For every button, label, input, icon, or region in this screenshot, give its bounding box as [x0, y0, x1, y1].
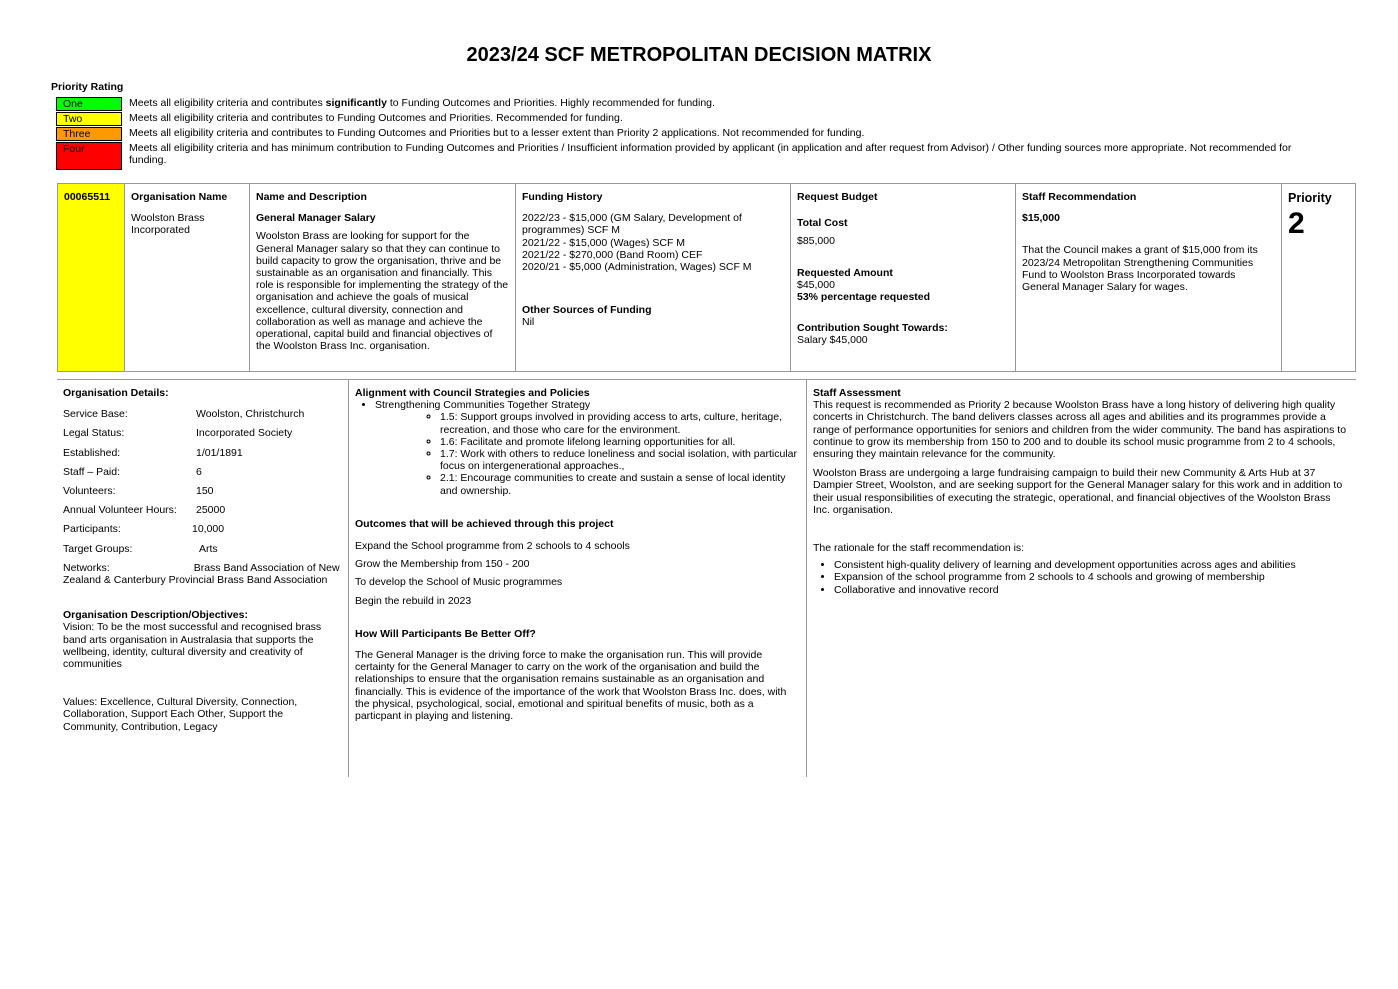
outcome-item: Grow the Membership from 150 - 200: [355, 558, 530, 571]
priority-header: Priority: [1288, 191, 1332, 205]
strategy-goal: ◦ 1.6: Facilitate and promote lifelong learning opportunities for all.: [440, 436, 801, 448]
name-description-header: Name and Description: [256, 191, 367, 203]
project-title: General Manager Salary: [256, 212, 376, 225]
detail-label: Legal Status:: [63, 427, 125, 440]
detail-value: 6: [196, 465, 202, 478]
detail-label: Participants:: [63, 523, 121, 536]
priority-description-text: Meets all eligibility criteria and contributes: [129, 97, 326, 109]
strategy-goals-list: [355, 411, 801, 496]
funding-history-item: 2021/22 - $15,000 (Wages) SCF M: [522, 236, 686, 249]
staff-assessment-section: [813, 387, 1349, 596]
staff-recommendation-amount: $15,000: [1022, 212, 1060, 225]
staff-recommendation-header: Staff Recommendation: [1022, 191, 1137, 203]
organisation-name: Woolston Brass Incorporated: [131, 212, 205, 237]
alignment-heading: Alignment with Council Strategies and Policies: [355, 387, 590, 399]
priority-description: Meets all eligibility criteria and contributes to Funding Outcomes and Priorities. Recommended for funding.: [129, 112, 623, 124]
priority-level-three: [56, 127, 1326, 142]
project-description: Woolston Brass are looking for support for the General Manager salary so that they can continue to build capacity to grow the organisation, thrive and be sustainable as an organisation and financially. This role is responsible for implementing the strategy of the organisation and achieve the goals of musical excellence, cultural diversity, connection and collaboration as well as manage and achieve the operational, capital build and financial objectives of the Woolston Brass Inc. organisation.: [256, 230, 509, 353]
organisation-name-cell: [125, 184, 250, 371]
assessment-paragraph: This request is recommended as Priority 2 because Woolston Brass have a long history of delivering high quality concerts in Christchurch. The band delivers classes across all ages and abilities and its programmes provide a range of performance opportunities for seniors and children from the wider community. The band has aspirations to continue to grow its membership from 150 to 200 and to double its school music programme from 2 to 4 schools, ensuring they maintain relevance for the community.: [813, 399, 1347, 461]
strategy-goal: ◦ 1.7: Work with others to reduce loneliness and social isolation, with particular focus on intergenerational approaches.,: [440, 448, 801, 472]
detail-value: Woolston, Christchurch: [196, 408, 305, 421]
column-divider: [348, 379, 349, 777]
priority-swatch: Four: [56, 142, 122, 170]
priority-description-text-end: to Funding Outcomes and Priorities. Highly recommended for funding.: [386, 97, 715, 109]
priority-level-two: [56, 112, 1326, 127]
detail-label: Target Groups:: [63, 542, 133, 555]
detail-label: Networks:: [63, 561, 110, 574]
networks-value: Brass Band Association of New Zealand & Canterbury Provincial Brass Band Association: [63, 561, 340, 587]
better-off-text: The General Manager is the driving force to make the organisation run. This will provide certainty for the General Manager to carry on the work of the organisation and build the relationships to ensure that the organisation remains sustainable as an organisation and financially. This is evidence of the importance of the work that Woolston Brass Inc. does, with the physical, psychological, social, emotional and spiritual benefits of music, both as a particpant in playing and listening.: [355, 649, 787, 723]
rationale-item: • Consistent high-quality delivery of learning and development opportunities across ages and abilities: [834, 559, 1349, 571]
total-cost: $85,000: [797, 235, 835, 248]
vision-text: Vision: To be the most successful and recognised brass band arts organisation in Australasia that supports the wellbeing, identity, cultural diversity and creativity of communities: [63, 621, 322, 671]
priority-swatch: One: [56, 97, 122, 111]
detail-row: [63, 427, 341, 439]
organisation-details-heading: Organisation Details:: [63, 387, 169, 399]
detail-value: 25000: [196, 504, 226, 517]
requested-amount: $45,000: [797, 278, 835, 291]
detail-row: [63, 523, 341, 535]
priority-description: Meets all eligibility criteria and has minimum contribution to Funding Outcomes and Priorities / Insufficient information provided by applicant (in application and after request from Advisor) / Other funding sources more appropriate. Not recommended for funding.: [129, 142, 1292, 167]
detail-row: [63, 543, 341, 555]
priority-level-one: [56, 97, 1326, 112]
staff-recommendation-cell: [1016, 184, 1282, 371]
application-id-cell: [58, 184, 125, 371]
funding-history-header: Funding History: [522, 191, 603, 203]
strategy-goal: ◦ 1.5: Support groups involved in providing access to arts, culture, heritage, recreation, and those who care for the environment.: [440, 411, 801, 435]
page-title: 2023/24 SCF METROPOLITAN DECISION MATRIX: [466, 44, 932, 66]
priority-rating-heading: Priority Rating: [51, 81, 124, 93]
decision-matrix-row: [57, 183, 1356, 372]
outcomes-heading: Outcomes that will be achieved through this project: [355, 517, 614, 530]
funding-history-cell: [516, 184, 791, 371]
assessment-paragraph: Woolston Brass are undergoing a large fundraising campaign to build their new Community & Arts Hub at 37 Dampier Street, Woolston, and are seeking support for the General Manager salary for this work and in addition to their usual responsibilities of executing the strategic, operational, and financial objectives of the Woolston Brass Inc. organisation.: [813, 467, 1343, 516]
rationale-item: • Expansion of the school programme from 2 schools to 4 schools and growing of membership: [834, 571, 1349, 583]
name-description-cell: [250, 184, 516, 371]
application-id: 00065511: [64, 191, 111, 203]
organisation-description-heading: Organisation Description/Objectives:: [63, 609, 248, 622]
other-sources: Nil: [522, 316, 535, 329]
other-sources-header: Other Sources of Funding: [522, 304, 652, 317]
column-divider: [806, 379, 807, 777]
strategy-goal: ◦ 2.1: Encourage communities to create and sustain a sense of local identity and ownership.: [440, 472, 801, 496]
priority-description-emphasis: significantly: [325, 97, 387, 109]
priority-swatch: Three: [56, 127, 122, 141]
total-cost-header: Total Cost: [797, 217, 848, 230]
detail-row: [63, 466, 341, 478]
strategy-name: Strengthening Communities Together Strategy: [375, 399, 591, 412]
contribution-sought: Salary $45,000: [797, 334, 868, 347]
section-divider: [57, 379, 1356, 380]
detail-row: [63, 447, 341, 459]
priority-rating-legend: [56, 97, 1326, 170]
detail-value: 1/01/1891: [196, 446, 243, 459]
percentage-requested: 53% percentage requested: [797, 291, 931, 304]
detail-value: Arts: [199, 542, 218, 555]
request-budget-header: Request Budget: [797, 191, 878, 203]
detail-value: Incorporated Society: [196, 427, 293, 440]
outcome-item: Expand the School programme from 2 schools to 4 schools: [355, 540, 630, 553]
detail-value: 150: [196, 485, 214, 498]
detail-label: Service Base:: [63, 408, 128, 421]
detail-row: [63, 408, 341, 420]
staff-assessment-heading: Staff Assessment: [813, 387, 901, 399]
funding-history-item: 2022/23 - $15,000 (GM Salary, Development of programmes) SCF M: [522, 212, 742, 237]
priority-swatch: Two: [56, 112, 122, 126]
priority-value: 2: [1288, 207, 1305, 240]
values-text: Values: Excellence, Cultural Diversity, Connection, Collaboration, Support Each Other, Support the Community, Contribution, Legacy: [63, 696, 298, 733]
priority-cell: [1282, 184, 1355, 371]
rationale-list: [813, 559, 1349, 596]
contribution-header: Contribution Sought Towards:: [797, 322, 948, 335]
detail-row: [63, 504, 341, 516]
organisation-name-header: Organisation Name: [131, 191, 228, 203]
rationale-item: • Collaborative and innovative record: [834, 584, 1349, 596]
detail-label: Established:: [63, 446, 121, 459]
strategy-item: [375, 399, 801, 411]
outcome-item: To develop the School of Music programmes: [355, 576, 563, 589]
priority-description: [122, 97, 1326, 109]
detail-value: 10,000: [192, 523, 225, 536]
funding-history-item: 2020/21 - $5,000 (Administration, Wages) SCF M: [522, 261, 752, 274]
rationale-intro: The rationale for the staff recommendation is:: [813, 542, 1025, 555]
requested-amount-header: Requested Amount: [797, 266, 893, 279]
funding-history-item: 2021/22 - $270,000 (Band Room) CEF: [522, 248, 703, 261]
staff-recommendation-text: That the Council makes a grant of $15,000 from its 2023/24 Metropolitan Strengthening Communities Fund to Woolston Brass Incorporated towards General Manager Salary for wages.: [1022, 244, 1258, 294]
strategy-list: [355, 399, 801, 411]
detail-row: [63, 485, 341, 497]
detail-label: Annual Volunteer Hours:: [63, 504, 177, 517]
request-budget-cell: [791, 184, 1016, 371]
priority-level-four: [56, 142, 1326, 170]
better-off-heading: How Will Participants Be Better Off?: [355, 627, 536, 640]
networks-row: [63, 562, 341, 586]
organisation-details: [63, 387, 341, 733]
detail-label: Staff – Paid:: [63, 465, 121, 478]
priority-description: Meets all eligibility criteria and contributes to Funding Outcomes and Priorities but to a lesser extent than Priority 2 applications. Not recommended for funding.: [129, 127, 865, 139]
detail-label: Volunteers:: [63, 485, 116, 498]
outcome-item: Begin the rebuild in 2023: [355, 594, 472, 607]
alignment-section: [355, 387, 801, 722]
